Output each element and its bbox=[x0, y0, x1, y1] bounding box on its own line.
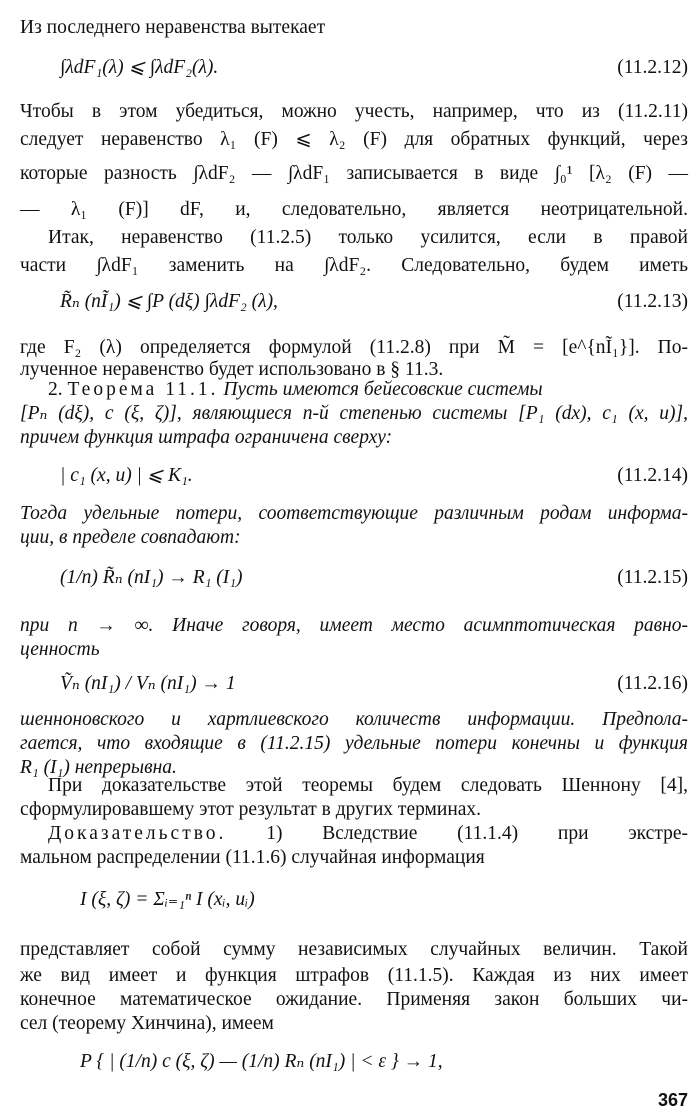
theorem-heading: Теорема 11.1. bbox=[67, 379, 219, 400]
equation-number: (11.2.13) bbox=[617, 291, 688, 312]
page-number: 367 bbox=[657, 1090, 688, 1110]
equation-number: (11.2.15) bbox=[617, 567, 688, 588]
equation-formula: Ṽₙ (nI₁) / Vₙ (nI₁) → 1 bbox=[60, 673, 236, 694]
equation-11-2-13 bbox=[60, 284, 688, 320]
equation-number: (11.2.12) bbox=[617, 57, 688, 78]
text-line: которые разность ∫λdF₂ — ∫λdF₁ записывается в виде ∫₀¹ [λ₂ (F) — bbox=[20, 163, 688, 184]
theorem-number: 2. bbox=[48, 379, 63, 400]
text-line: мальном распределении (11.1.6) случайная информация bbox=[20, 847, 485, 868]
theorem-line: ценность bbox=[20, 639, 100, 660]
theorem-line: [Pₙ (dξ), c (ξ, ζ)], являющиеся n-й степенью системы [P₁ (dx), c₁ (x, u)], bbox=[20, 403, 688, 424]
text-line: Итак, неравенство (11.2.5) только усилится, если в правой bbox=[48, 227, 688, 248]
equation-sum bbox=[80, 882, 480, 918]
equation-number: (11.2.16) bbox=[617, 673, 688, 694]
equation-formula: ∫λdF₁(λ) ⩽ ∫λdF₂(λ). bbox=[60, 57, 219, 78]
equation-11-2-15 bbox=[60, 560, 688, 596]
theorem-line: R₁ (I₁) непрерывна. bbox=[20, 757, 177, 778]
equation-formula: | c₁ (x, u) | ⩽ K₁. bbox=[60, 465, 193, 486]
equation-number: (11.2.14) bbox=[617, 465, 688, 486]
theorem-text: Пусть имеются бейесовские системы bbox=[223, 379, 543, 400]
text-line: представляет собой сумму независимых случайных величин. Такой bbox=[20, 939, 688, 960]
equation-formula: (1/n) R̃ₙ (nI₁) → R₁ (I₁) bbox=[60, 567, 243, 588]
text-line: сформулировавшему этот результат в других терминах. bbox=[20, 799, 482, 820]
theorem-line: при n → ∞. Иначе говоря, имеет место асимптотическая равно- bbox=[20, 615, 688, 636]
equation-formula: I (ξ, ζ) = Σᵢ₌₁ⁿ I (xᵢ, uᵢ) bbox=[80, 889, 255, 910]
text-line: части ∫λdF₁ заменить на ∫λdF₂. Следовательно, будем иметь bbox=[20, 255, 688, 276]
equation-final bbox=[80, 1044, 580, 1080]
proof-text: 1) Вследствие (11.1.4) при экстре- bbox=[266, 823, 688, 844]
text-line: же вид имеет и функция штрафов (11.1.5). Каждая из них имеет bbox=[20, 965, 688, 986]
text-line: конечное математическое ожидание. Применяя закон больших чи- bbox=[20, 989, 688, 1010]
text-line: следует неравенство λ₁ (F) ⩽ λ₂ (F) для обратных функций, через bbox=[20, 129, 688, 150]
equation-formula: R̃ₙ (nĨ₁) ⩽ ∫P (dξ) ∫λdF₂ (λ), bbox=[60, 291, 278, 312]
proof-heading: Доказательство. bbox=[48, 823, 227, 844]
theorem-line: ции, в пределе совпадают: bbox=[20, 527, 241, 548]
text-line: лученное неравенство будет использовано в § 11.3. bbox=[20, 359, 444, 380]
equation-11-2-12 bbox=[60, 50, 688, 86]
equation-11-2-14 bbox=[60, 458, 688, 494]
theorem-line: гается, что входящие в (11.2.15) удельные потери конечны и функция bbox=[20, 733, 688, 754]
theorem-line: шенноновского и хартлиевского количеств информации. Предпола- bbox=[20, 709, 688, 730]
text-line: Из последнего неравенства вытекает bbox=[20, 17, 326, 38]
text-line: где F₂ (λ) определяется формулой (11.2.8) при M̃ = [e^{nĨ₁}]. По- bbox=[20, 337, 688, 358]
equation-11-2-16 bbox=[60, 666, 688, 702]
theorem-line: причем функция штрафа ограничена сверху: bbox=[20, 427, 393, 448]
equation-formula: P { | (1/n) c (ξ, ζ) — (1/n) Rₙ (nI₁) | < ε } → 1, bbox=[80, 1051, 443, 1072]
text-line: Чтобы в этом убедиться, можно учесть, например, что из (11.2.11) bbox=[20, 101, 688, 122]
text-line: — λ₁ (F)] dF, и, следовательно, является неотрицательной. bbox=[20, 199, 688, 220]
theorem-line: Тогда удельные потери, соответствующие различным родам информа- bbox=[20, 503, 688, 524]
text-line: сел (теорему Хинчина), имеем bbox=[20, 1013, 274, 1034]
text-line: При доказательстве этой теоремы будем следовать Шеннону [4], bbox=[48, 775, 688, 796]
